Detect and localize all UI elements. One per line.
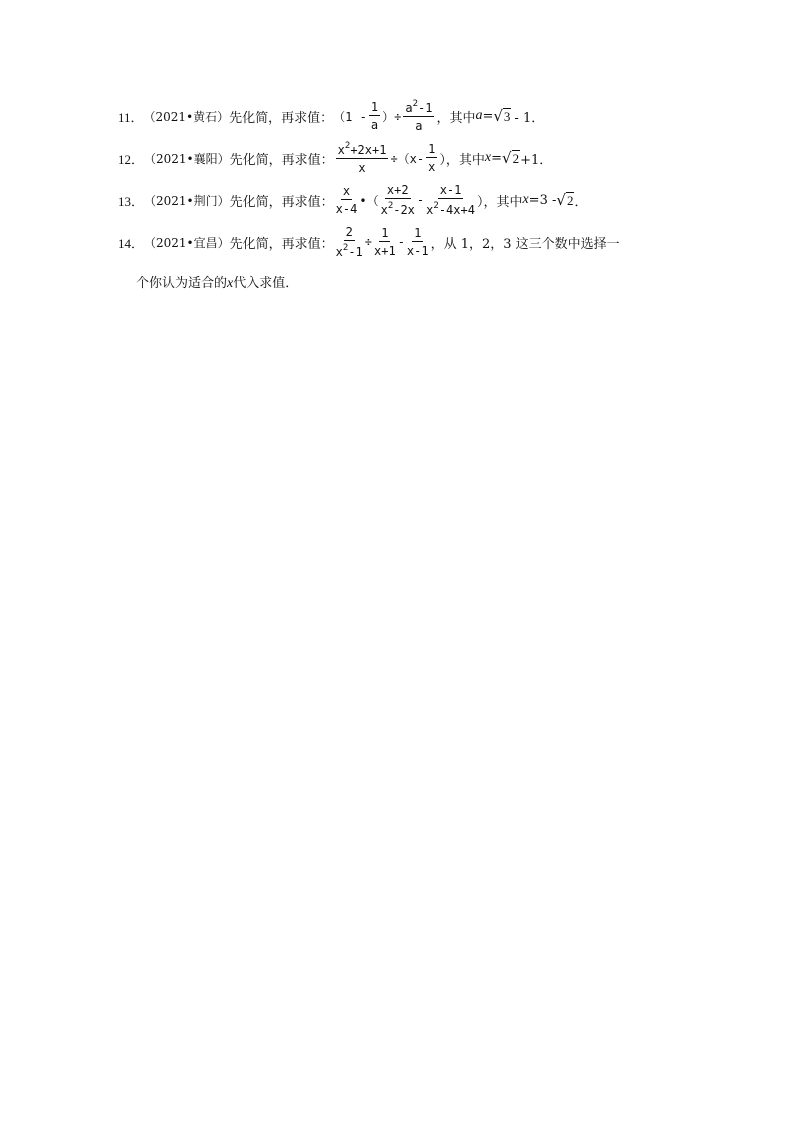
square-root bbox=[493, 107, 511, 125]
numerator: 1 bbox=[370, 100, 379, 114]
term: x bbox=[337, 143, 345, 157]
expr-open: （1 - bbox=[333, 109, 367, 124]
continuation-text: 个你认为适合的 bbox=[136, 276, 228, 291]
fraction bbox=[407, 227, 429, 257]
where-text: ），其中 bbox=[439, 152, 485, 168]
expr-tail: ． bbox=[574, 194, 588, 210]
exponent: 2 bbox=[344, 141, 351, 151]
numerator: x-1 bbox=[439, 183, 462, 197]
term: -2x bbox=[393, 203, 415, 217]
numerator: 1 bbox=[428, 142, 436, 156]
problem-instruction: 先化简，再求值： bbox=[229, 110, 334, 126]
fraction bbox=[336, 185, 358, 215]
denominator: x bbox=[428, 160, 436, 174]
problem-instruction: 先化简，再求值： bbox=[229, 194, 334, 210]
problem-14-continuation bbox=[136, 272, 298, 292]
problem-12 bbox=[118, 142, 552, 174]
term: a bbox=[405, 101, 413, 115]
equals: =3 - bbox=[528, 192, 557, 208]
term: x bbox=[380, 203, 388, 217]
denominator: a bbox=[415, 119, 423, 133]
fraction bbox=[426, 184, 475, 216]
problem-source: （2021•黄石） bbox=[143, 109, 230, 124]
problem-number: 13． bbox=[118, 193, 145, 209]
expr-operator: ÷（x- bbox=[390, 151, 425, 166]
variable: x bbox=[522, 192, 529, 207]
expr-tail: +1． bbox=[520, 152, 553, 168]
problem-source: （2021•荆门） bbox=[144, 193, 230, 208]
problem-number: 11． bbox=[118, 109, 144, 125]
expr-operator: •（ bbox=[359, 193, 379, 208]
radicand: 2 bbox=[566, 193, 574, 208]
denominator: x-1 bbox=[406, 244, 429, 258]
expr-tail: ，从 1，2，3 这三个数中选择一 bbox=[430, 236, 620, 252]
fraction bbox=[374, 227, 396, 257]
numerator bbox=[403, 100, 434, 117]
expr-tail: - 1． bbox=[514, 110, 545, 126]
radicand: 2 bbox=[512, 151, 520, 166]
problem-14 bbox=[118, 226, 620, 258]
variable: x bbox=[484, 150, 492, 165]
square-root bbox=[502, 149, 520, 167]
exponent: 2 bbox=[412, 99, 418, 109]
denominator: x-4 bbox=[335, 202, 358, 216]
where-text: ），其中 bbox=[476, 194, 523, 210]
fraction bbox=[403, 100, 434, 132]
numerator: 2 bbox=[345, 225, 353, 239]
problem-13 bbox=[118, 184, 587, 216]
problem-number: 12． bbox=[118, 151, 145, 167]
denominator bbox=[426, 199, 475, 216]
variable: a bbox=[475, 108, 483, 123]
problem-instruction: 先化简，再求值： bbox=[229, 152, 334, 168]
radical-sign-icon: √ bbox=[493, 107, 503, 125]
problem-instruction: 先化简，再求值： bbox=[229, 236, 334, 252]
fraction bbox=[426, 143, 437, 173]
term: x bbox=[335, 245, 343, 259]
equals: = bbox=[482, 108, 494, 124]
denominator: a bbox=[370, 118, 379, 132]
radical-sign-icon: √ bbox=[556, 191, 566, 209]
radical-sign-icon: √ bbox=[502, 149, 512, 167]
fraction bbox=[336, 142, 389, 174]
problem-11 bbox=[118, 100, 544, 132]
fraction bbox=[381, 184, 415, 216]
denominator: x+1 bbox=[374, 244, 396, 258]
fraction bbox=[369, 101, 380, 131]
exponent: 2 bbox=[433, 201, 439, 211]
term: -4x+4 bbox=[438, 203, 475, 217]
expr-operator: ）÷ bbox=[382, 109, 402, 124]
square-root bbox=[556, 191, 574, 209]
exponent: 2 bbox=[342, 243, 349, 253]
exponent: 2 bbox=[387, 201, 394, 211]
denominator: x bbox=[358, 161, 366, 175]
radicand: 3 bbox=[503, 109, 511, 124]
denominator bbox=[336, 241, 363, 258]
numerator: 1 bbox=[414, 226, 422, 240]
expr-operator: ÷ bbox=[364, 235, 372, 249]
expr-operator: - bbox=[416, 193, 425, 207]
term: +2x+1 bbox=[350, 143, 387, 157]
term: -1 bbox=[348, 245, 363, 259]
problem-source: （2021•襄阳） bbox=[144, 151, 230, 166]
expr-operator: - bbox=[397, 235, 405, 249]
term: -1 bbox=[417, 101, 433, 115]
where-text: ，其中 bbox=[436, 110, 476, 126]
variable: x bbox=[227, 276, 234, 291]
equals: = bbox=[491, 150, 502, 166]
fraction bbox=[336, 226, 363, 258]
numerator bbox=[336, 142, 389, 159]
problem-number: 14． bbox=[118, 235, 145, 251]
continuation-text: 代入求值． bbox=[233, 276, 299, 291]
denominator bbox=[381, 199, 415, 216]
problem-source: （2021•宜昌） bbox=[144, 235, 230, 250]
numerator: x+2 bbox=[386, 183, 409, 197]
numerator: x bbox=[342, 184, 351, 198]
numerator: 1 bbox=[381, 226, 389, 240]
term: x bbox=[426, 203, 434, 217]
